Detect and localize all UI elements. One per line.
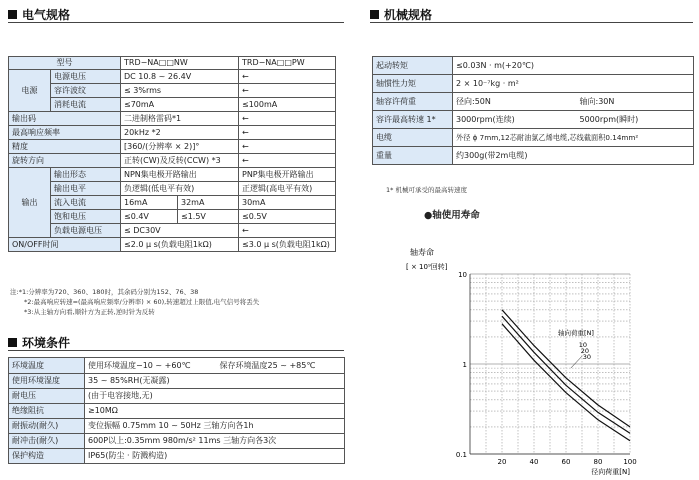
cell-label: 使用环境湿度 [9,374,85,389]
y-tick-label: 10 [458,271,467,279]
cell-label: 负载电源电压 [51,224,121,238]
electrical-note-3: *3:从主轴方向看,顺针方为正转,逆时针为反转 [24,308,155,316]
cell-label: 轴容许荷重 [373,93,453,111]
cell-value: 轴向:30N [577,93,694,111]
series-label-10: 10 [578,340,588,349]
cell-value: ≤70mA [121,98,239,112]
section-square-icon [8,10,17,19]
y-tick-label: 0.1 [455,451,467,459]
cell-value: (由于电容接地,无) [85,389,345,404]
cell-value: 30mA [239,196,336,210]
cell-label: 输出电平 [51,182,121,196]
mechanical-underline [370,22,693,23]
section-square-icon [370,10,379,19]
cell-label: 消耗电流 [51,98,121,112]
cell-label: 环境温度 [9,358,85,374]
shaft-life-chart [400,240,695,476]
cell-value: 负逻辑(低电平有效) [121,182,239,196]
cell-value: 保存环境温度25 ~ +85℃ [217,358,345,374]
electrical-note-2: *2:最高响应转速=(最高响应频率/分辨率) × 60),转速超过上限值,电气信号将丢失 [24,298,260,306]
x-tick-label: 40 [529,458,539,466]
cell-value: 正转(CW)及反转(CCW) *3 [121,154,239,168]
cell-value: 变位振幅 0.75mm 10 ~ 50Hz 三轴方向各1h [85,419,345,434]
cell-value: ≤ 3%rms [121,84,239,98]
cell-value: ← [239,84,336,98]
x-tick-label: 60 [561,458,571,466]
cell-value: DC 10.8 ~ 26.4V [121,70,239,84]
cell-value: 5000rpm(瞬时) [577,111,694,129]
cell-value: ← [239,154,336,168]
environment-title: 环境条件 [8,334,70,351]
electrical-underline [8,22,344,23]
electrical-table [8,56,336,252]
cell-value: ← [239,140,336,154]
cell-label: 旋转方向 [9,154,121,168]
cell-label: 绝缘阻抗 [9,404,85,419]
cell-output-group: 输出 [9,168,51,238]
cell-value: 2 × 10⁻⁷kg · m² [453,75,694,93]
mechanical-title: 机械规格 [370,6,432,23]
cell-label: ON/OFF时间 [9,238,121,252]
cell-value: 3000rpm(连续) [453,111,577,129]
cell-value: ≤100mA [239,98,336,112]
legend-leader-line [571,356,582,368]
cell-value: IP65(防尘 · 防溅构造) [85,449,345,464]
chart-grid [470,274,630,454]
cell-value: 20kHz *2 [121,126,239,140]
series-label-20: 20 [580,346,590,355]
electrical-title: 电气规格 [8,6,70,23]
cell-label: 流入电流 [51,196,121,210]
cell-label: 轴惯性力矩 [373,75,453,93]
cell-value: ← [239,112,336,126]
mechanical-note: 1* 机械可承受的最高转速度 [386,186,467,194]
cell-value: [360/(分辨率 × 2)]° [121,140,239,154]
cell-value: 二进制格雷码*1 [121,112,239,126]
cell-label: 电源电压 [51,70,121,84]
cell-label: 电缆 [373,129,453,147]
cell-value: ← [239,70,336,84]
environment-table [8,357,345,464]
cell-label: 最高响应频率 [9,126,121,140]
cell-value: ≤ DC30V [121,224,239,238]
y-axis-label-1: 轴寿命 [410,248,434,257]
cell-value: ≤0.4V [121,210,178,224]
cell-label: 起动转矩 [373,57,453,75]
cell-label: 输出码 [9,112,121,126]
environment-underline [8,350,344,351]
x-tick-label: 100 [623,458,637,466]
cell-value: ≤1.5V [178,210,239,224]
cell-value: ← [239,224,336,238]
x-axis-label: 径向荷重[N] [591,468,630,476]
cell-label: 饱和电压 [51,210,121,224]
cell-model-label: 型号 [9,57,121,70]
cell-value: 32mA [178,196,239,210]
cell-value: 正逻辑(高电平有效) [239,182,336,196]
cell-value: 使用环境温度−10 ~ +60℃ [85,358,217,374]
cell-value: ≥10MΩ [85,404,345,419]
cell-value: 外径 ϕ 7mm,12芯耐油氯乙烯电缆,芯线截面积0.14mm² [453,129,694,147]
cell-label: 重量 [373,147,453,165]
cell-value: PNP集电极开路输出 [239,168,336,182]
cell-label: 容许最高转速 1* [373,111,453,129]
cell-model-pw: TRD−NA□□PW [239,57,336,70]
cell-model-nw: TRD−NA□□NW [121,57,239,70]
cell-label: 保护构造 [9,449,85,464]
cell-power-group: 电源 [9,70,51,112]
x-tick-label: 20 [497,458,507,466]
cell-label: 容许波纹 [51,84,121,98]
cell-label: 输出形态 [51,168,121,182]
chart-title: ●轴使用寿命 [424,210,480,221]
cell-label: 耐振动(耐久) [9,419,85,434]
cell-value: ≤2.0 μ s(负载电阻1kΩ) [121,238,239,252]
cell-value: 35 ~ 85%RH(无凝露) [85,374,345,389]
cell-value: ≤0.5V [239,210,336,224]
cell-value: 径向:50N [453,93,577,111]
legend-title: 轴向荷重[N] [558,329,594,338]
cell-value: 16mA [121,196,178,210]
cell-label: 耐电压 [9,389,85,404]
cell-value: 约300g(带2m电缆) [453,147,694,165]
cell-value: ← [239,126,336,140]
cell-label: 精度 [9,140,121,154]
electrical-note-1: 注:*1:分辨率为720、360、180时，其余码分别为152、76、38 [10,288,199,296]
cell-value: 600P以上:0.35mm 980m/s² 11ms 三轴方向各3次 [85,434,345,449]
section-square-icon [8,338,17,347]
cell-value: ≤0.03N · m(+20℃) [453,57,694,75]
series-label-30: 30 [582,352,592,361]
cell-value: ≤3.0 μ s(负载电阻1kΩ) [239,238,336,252]
cell-value: NPN集电极开路输出 [121,168,239,182]
cell-label: 耐冲击(耐久) [9,434,85,449]
x-tick-label: 80 [593,458,603,466]
y-axis-label-2: [ × 10⁹回转] [406,263,448,271]
y-tick-label: 1 [462,361,467,369]
mechanical-table [372,56,694,165]
